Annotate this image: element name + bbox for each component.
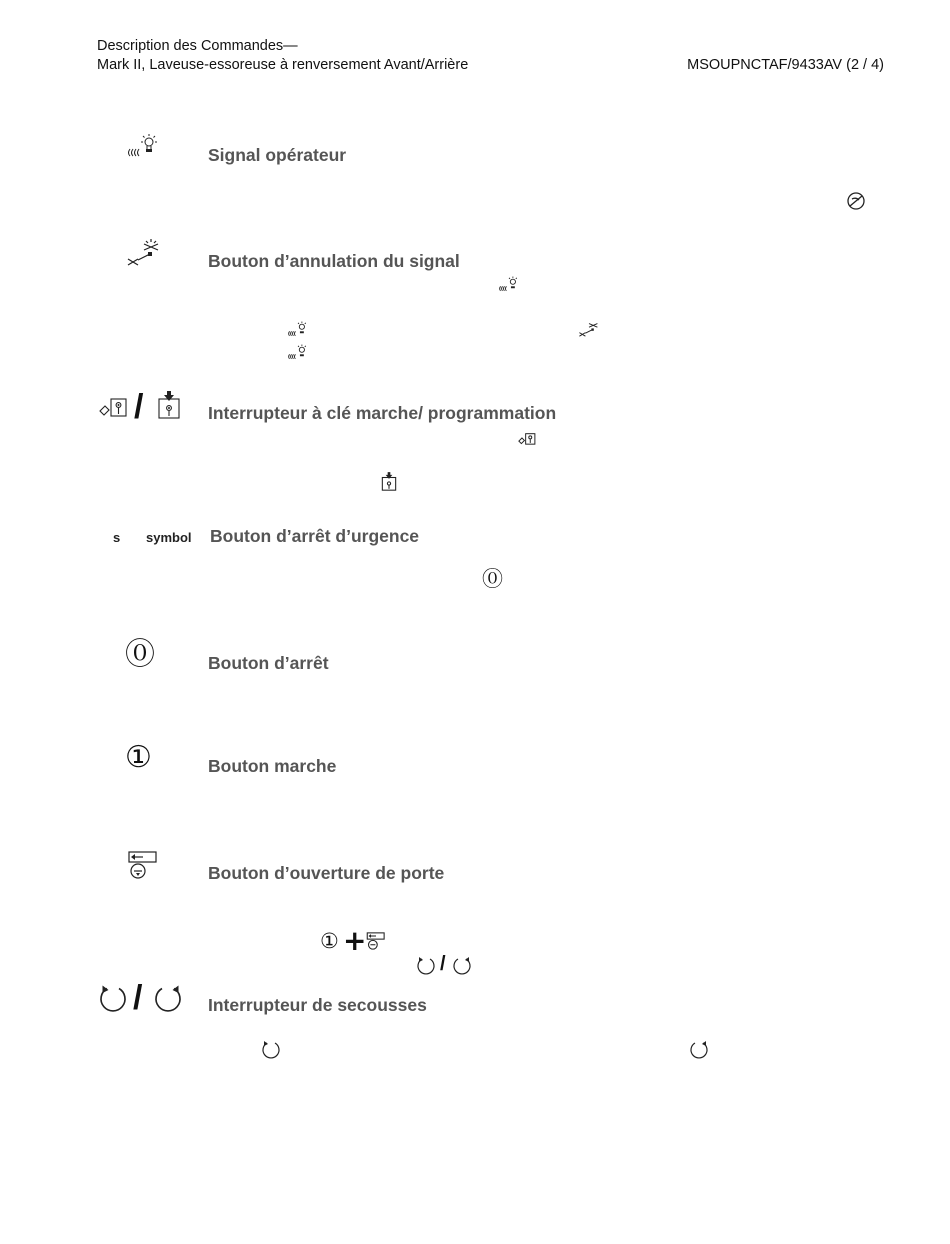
start-icon: ①	[320, 929, 339, 953]
jog-left-icon	[261, 1040, 281, 1060]
start-icon: ①	[125, 740, 152, 775]
stop-icon: ⓪	[125, 637, 155, 672]
stop-icon: ⓪	[482, 567, 503, 591]
operator-signal-icon	[498, 275, 520, 295]
signal-cancel-icon	[126, 238, 162, 268]
signal-cancel-icon	[578, 320, 600, 338]
operator-signal-icon	[287, 343, 309, 363]
operator-signal-heading: Signal opérateur	[208, 145, 347, 165]
stop-heading: Bouton d’arrêt	[208, 653, 329, 673]
key-run-icon	[517, 430, 538, 446]
key-run-icon	[98, 393, 130, 419]
header-title-line1: Description des Commandes—	[97, 38, 298, 54]
jog-left-icon	[98, 984, 128, 1014]
emergency-stop-heading: Bouton d’arrêt d’urgence	[210, 526, 420, 546]
jog-switch-heading: Interrupteur de secousses	[208, 995, 427, 1015]
emergency-symbol-s: s	[113, 530, 121, 545]
jog-right-icon	[153, 984, 183, 1014]
start-heading: Bouton marche	[208, 756, 337, 776]
emergency-symbol-placeholder: symbol	[146, 530, 192, 545]
slash-separator: /	[440, 953, 446, 975]
header-left	[97, 37, 468, 75]
signal-cancel-heading: Bouton d’annulation du signal	[208, 251, 460, 271]
operator-signal-icon	[126, 132, 160, 162]
door-open-heading: Bouton d’ouverture de porte	[208, 863, 445, 883]
slash-separator: /	[133, 979, 143, 1017]
operator-signal-icon	[287, 320, 309, 340]
plus-icon: +	[343, 924, 367, 957]
jog-right-icon	[689, 1040, 709, 1060]
no-signal-icon	[846, 191, 866, 211]
header-document-id: MSOUPNCTAF/9433AV (2 / 4)	[687, 57, 884, 73]
door-open-icon	[366, 931, 386, 951]
key-program-icon	[157, 391, 181, 419]
slash-separator: /	[134, 388, 144, 426]
key-program-icon	[381, 472, 397, 491]
jog-left-icon	[416, 956, 436, 976]
key-switch-heading: Interrupteur à clé marche/ programmation	[208, 403, 557, 423]
jog-right-icon	[452, 956, 472, 976]
header-title-line2: Mark II, Laveuse-essoreuse à renversement Avant/Arrière	[97, 57, 469, 73]
door-open-icon	[127, 850, 159, 880]
